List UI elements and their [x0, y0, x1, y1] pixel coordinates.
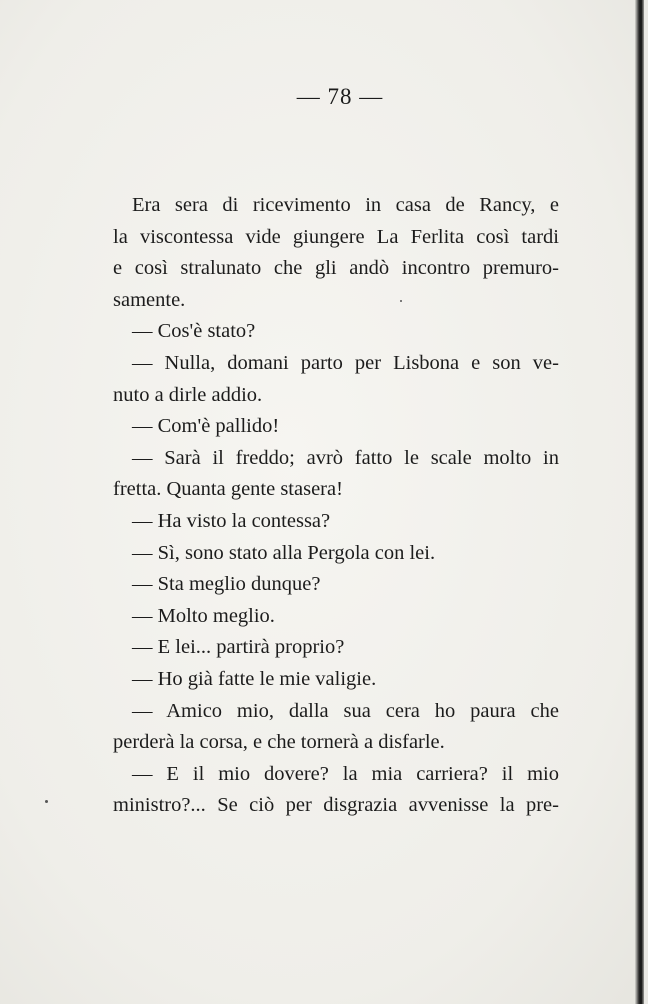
page-number: — 78 —: [296, 84, 384, 109]
text-line: — Amico mio, dalla sua cera ho paura che: [132, 699, 559, 722]
text-line: fretta. Quanta gente stasera!: [113, 478, 343, 501]
text-line: nuto a dirle addio.: [113, 383, 263, 406]
text-line: — Sarà il freddo; avrò fatto le scale molto in: [132, 446, 559, 469]
paper-speck: [400, 300, 402, 302]
page-binding-edge: [635, 0, 644, 1004]
text-line: ministro?... Se ciò per disgrazia avvenisse la pre-: [113, 794, 559, 817]
page-outer-margin: [644, 0, 648, 1004]
text-line: perderà la corsa, e che tornerà a disfarle.: [113, 731, 445, 754]
text-line: — Com'è pallido!: [132, 415, 280, 438]
paper-speck: [45, 800, 48, 803]
text-line: — Ha visto la contessa?: [132, 509, 331, 532]
text-line: — Nulla, domani parto per Lisbona e son ve-: [132, 351, 559, 374]
text-line: — Molto meglio.: [132, 604, 275, 627]
text-line: — Ho già fatte le mie valigie.: [132, 667, 377, 690]
text-line: — Sì, sono stato alla Pergola con lei.: [132, 541, 436, 564]
text-line: — E lei... partirà proprio?: [132, 636, 345, 659]
text-line: la viscontessa vide giungere La Ferlita così tardi: [113, 225, 559, 248]
text-line: — Cos'è stato?: [132, 320, 256, 343]
text-line: — Sta meglio dunque?: [132, 573, 321, 596]
text-line: samente.: [113, 288, 186, 311]
text-line: Era sera di ricevimento in casa de Rancy, e: [132, 194, 559, 216]
body-text: [113, 190, 559, 822]
text-line: — E il mio dovere? la mia carriera? il mio: [132, 762, 559, 785]
text-line: e così stralunato che gli andò incontro premuro-: [113, 257, 559, 280]
